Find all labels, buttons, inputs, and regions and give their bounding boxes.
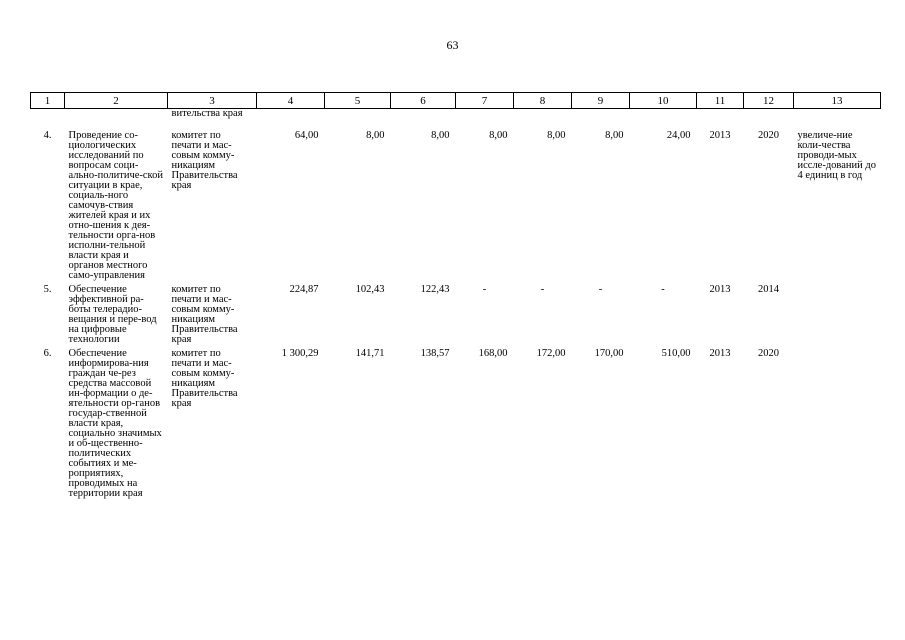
start-year: 2013	[709, 348, 731, 359]
value-cell: -	[482, 284, 487, 295]
value-cell: 510,00	[661, 348, 691, 359]
value-cell: 122,43	[420, 284, 450, 295]
table-row	[31, 119, 881, 281]
table-row	[31, 281, 881, 345]
column-header: 12	[744, 93, 794, 109]
value-cell: 172,00	[536, 348, 566, 359]
table-row	[31, 345, 881, 499]
column-header: 2	[65, 93, 168, 109]
value-cell: 24,00	[666, 130, 691, 141]
column-header: 3	[168, 93, 257, 109]
column-header: 13	[794, 93, 881, 109]
value-total: 64,00	[294, 130, 319, 141]
value-cell: 8,00	[605, 130, 624, 141]
column-header: 5	[325, 93, 391, 109]
column-header: 11	[697, 93, 744, 109]
measure-name: Обеспечение информирова-ния граждан че-рез средства массовой ин-формации о де-ятельности ор-ганов государ-ственной власти края, социально значимых и об-щественно-политических событиях и ме-роприятиях, проводимых на территории края	[68, 348, 162, 499]
measure-name: Проведение со-циологических исследований по вопросам соци-ально-политиче-ской ситуации в крае, социаль-ного самочув-ствия жителей края и их отно-шения к дея-тельности орга-нов исполни-тельной власти края и органов местного само-управления	[68, 130, 163, 281]
program-measures-table	[30, 92, 881, 499]
executor-cell: комитет по печати и мас-совым комму-никациям Правительства края	[171, 284, 238, 345]
expected-result	[794, 281, 881, 345]
continuation-row	[31, 109, 881, 120]
executor-cell: комитет по печати и мас-совым комму-никациям Правительства края	[171, 348, 238, 409]
value-cell: -	[540, 284, 545, 295]
start-year: 2013	[709, 284, 731, 295]
column-header: 1	[31, 93, 65, 109]
page-number: 63	[446, 38, 459, 52]
row-number: 6.	[43, 348, 52, 359]
column-header: 6	[391, 93, 456, 109]
end-year: 2014	[758, 284, 779, 295]
expected-result	[794, 345, 881, 499]
value-cell: 8,00	[489, 130, 508, 141]
value-cell: 8,00	[366, 130, 385, 141]
column-header: 10	[630, 93, 697, 109]
value-cell: 102,43	[355, 284, 385, 295]
start-year: 2013	[709, 130, 731, 141]
value-cell: -	[598, 284, 603, 295]
column-header: 7	[456, 93, 514, 109]
value-cell: 170,00	[594, 348, 624, 359]
expected-result: увеличе-ние коли-чества проводи-мых иссле-дований до 4 единиц в год	[797, 130, 876, 181]
row-number: 5.	[43, 284, 52, 295]
value-cell: 8,00	[547, 130, 566, 141]
value-total: 1 300,29	[281, 348, 319, 359]
value-cell: 138,57	[420, 348, 450, 359]
column-header: 8	[514, 93, 572, 109]
value-cell: -	[661, 284, 665, 295]
column-header: 9	[572, 93, 630, 109]
end-year: 2020	[758, 130, 779, 141]
row-number: 4.	[43, 130, 52, 141]
value-cell: 168,00	[478, 348, 508, 359]
value-cell: 141,71	[355, 348, 385, 359]
value-cell: 8,00	[431, 130, 450, 141]
measure-name: Обеспечение эффективной ра-боты телерадио-вещания и пере-вод на цифровые технологии	[68, 284, 157, 345]
header-row	[31, 93, 881, 109]
value-total: 224,87	[289, 284, 319, 295]
executor-cell: вительства края	[171, 108, 243, 119]
executor-cell: комитет по печати и мас-совым комму-никациям Правительства края	[171, 130, 238, 191]
end-year: 2020	[758, 348, 779, 359]
column-header: 4	[257, 93, 325, 109]
